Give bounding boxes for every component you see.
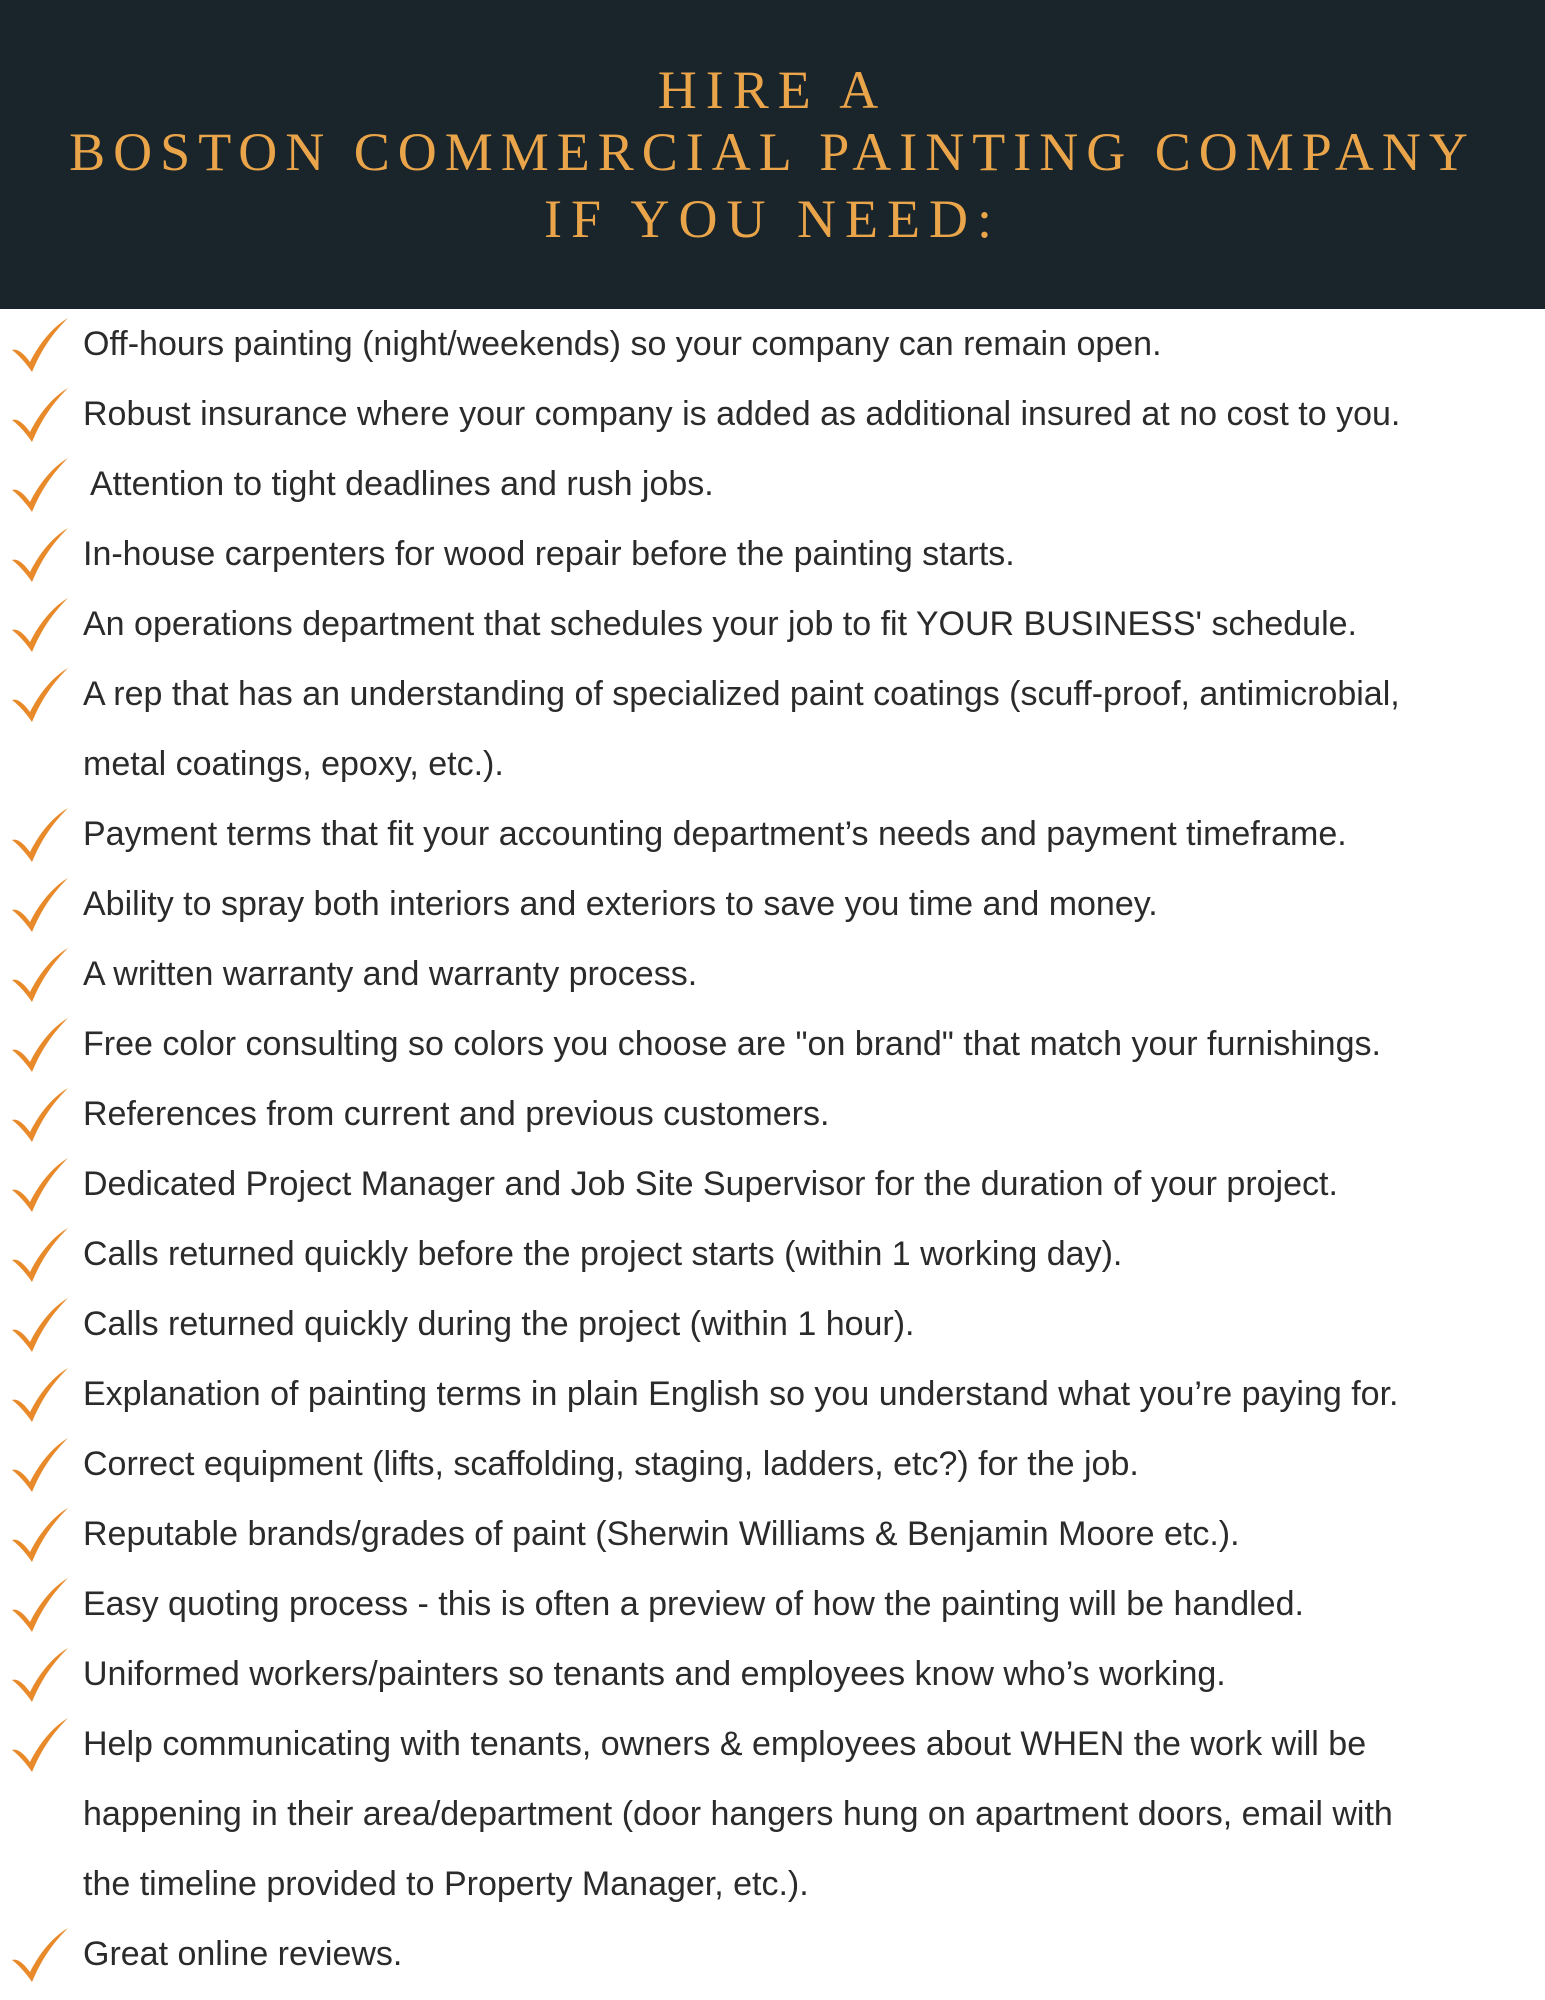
list-item — [0, 659, 1545, 799]
list-item-text: happening in their area/department (door hangers hung on apartment doors, email with — [83, 1795, 1393, 1833]
check-icon — [6, 524, 72, 586]
list-item — [0, 1359, 1545, 1429]
title-line-2: BOSTON COMMERCIAL PAINTING COMPANY — [69, 122, 1476, 182]
check-icon — [6, 1224, 72, 1286]
list-item-text: Payment terms that fit your accounting department’s needs and payment timeframe. — [83, 815, 1347, 853]
check-icon — [6, 1924, 72, 1986]
check-icon — [6, 804, 72, 866]
list-item — [0, 309, 1545, 379]
check-icon — [6, 384, 72, 446]
check-icon — [6, 1154, 72, 1216]
list-item-text: Easy quoting process - this is often a preview of how the painting will be handled. — [83, 1585, 1304, 1623]
check-icon — [6, 874, 72, 936]
check-icon — [6, 1014, 72, 1076]
check-icon — [6, 1714, 72, 1776]
check-icon — [6, 1504, 72, 1566]
list-item — [0, 1639, 1545, 1709]
check-icon — [6, 664, 72, 726]
check-icon — [6, 1644, 72, 1706]
check-icon — [6, 1434, 72, 1496]
list-item — [0, 939, 1545, 1009]
list-item — [0, 799, 1545, 869]
check-icon — [6, 314, 72, 376]
check-icon — [6, 1574, 72, 1636]
list-item — [0, 1499, 1545, 1569]
title-line-1: HIRE A — [657, 60, 888, 120]
list-item — [0, 1919, 1545, 1989]
list-item — [0, 1219, 1545, 1289]
list-item-text: In-house carpenters for wood repair before the painting starts. — [83, 535, 1015, 573]
list-item-text: References from current and previous customers. — [83, 1095, 830, 1133]
list-item-text: A rep that has an understanding of specialized paint coatings (scuff-proof, antimicrobial, — [83, 675, 1400, 713]
list-item-text: Ability to spray both interiors and exteriors to save you time and money. — [83, 885, 1158, 923]
check-icon — [6, 944, 72, 1006]
list-item — [0, 379, 1545, 449]
list-item-text: the timeline provided to Property Manager, etc.). — [83, 1865, 809, 1903]
list-item — [0, 519, 1545, 589]
list-item-text: Reputable brands/grades of paint (Sherwin Williams & Benjamin Moore etc.). — [83, 1515, 1240, 1553]
list-item-text: Attention to tight deadlines and rush jobs. — [90, 465, 714, 503]
check-icon — [6, 1084, 72, 1146]
list-item-text: Uniformed workers/painters so tenants and employees know who’s working. — [83, 1655, 1226, 1693]
list-item-text: An operations department that schedules your job to fit YOUR BUSINESS' schedule. — [83, 605, 1357, 643]
list-item-text: Free color consulting so colors you choose are "on brand" that match your furnishings. — [83, 1025, 1381, 1063]
check-icon — [6, 454, 72, 516]
list-item — [0, 1569, 1545, 1639]
list-item-text: A written warranty and warranty process. — [83, 955, 698, 993]
list-item — [0, 1079, 1545, 1149]
list-item-text: metal coatings, epoxy, etc.). — [83, 745, 504, 783]
list-item-text: Robust insurance where your company is added as additional insured at no cost to you. — [83, 395, 1401, 433]
list-item-text: Correct equipment (lifts, scaffolding, staging, ladders, etc?) for the job. — [83, 1445, 1139, 1483]
list-item — [0, 869, 1545, 939]
list-item-text: Great online reviews. — [83, 1935, 403, 1973]
list-item — [0, 1429, 1545, 1499]
check-icon — [6, 594, 72, 656]
list-item-text: Off-hours painting (night/weekends) so your company can remain open. — [83, 325, 1162, 363]
check-icon — [6, 1364, 72, 1426]
list-item-text: Calls returned quickly before the project starts (within 1 working day). — [83, 1235, 1123, 1273]
list-item-text: Dedicated Project Manager and Job Site Supervisor for the duration of your project. — [83, 1165, 1338, 1203]
list-item — [0, 449, 1545, 519]
list-item — [0, 1149, 1545, 1219]
check-icon — [6, 1294, 72, 1356]
header-banner — [0, 0, 1545, 309]
list-item — [0, 1709, 1545, 1919]
list-item — [0, 589, 1545, 659]
list-item — [0, 1009, 1545, 1079]
list-item-text: Calls returned quickly during the project (within 1 hour). — [83, 1305, 915, 1343]
list-item-text: Help communicating with tenants, owners & employees about WHEN the work will be — [83, 1725, 1367, 1763]
title-line-3: IF YOU NEED: — [544, 189, 1001, 249]
list-item — [0, 1289, 1545, 1359]
list-item-text: Explanation of painting terms in plain English so you understand what you’re paying for. — [83, 1375, 1399, 1413]
